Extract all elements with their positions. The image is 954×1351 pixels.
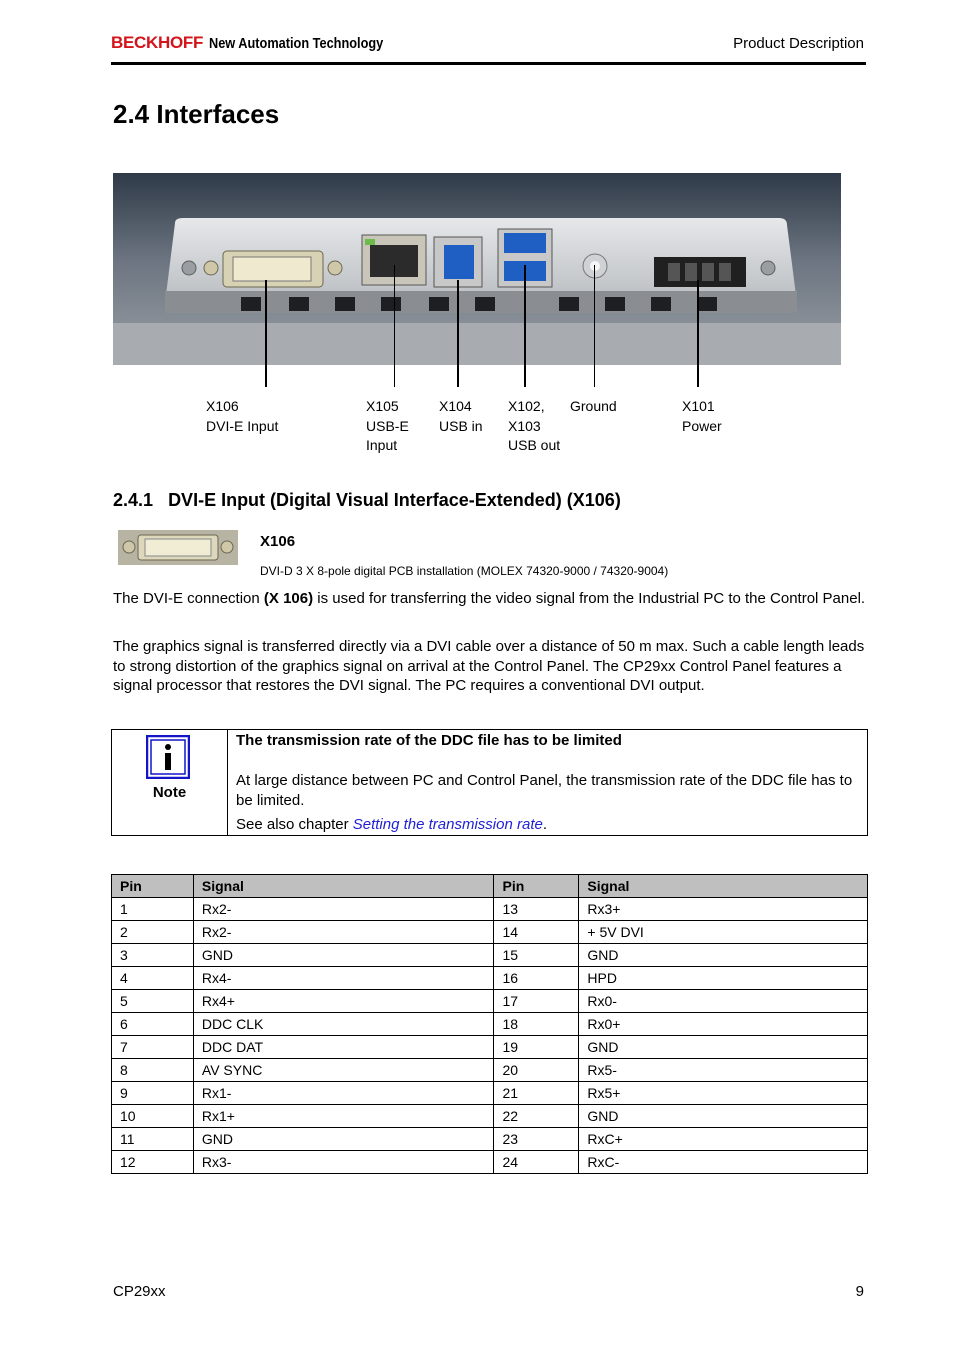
logo-tagline: New Automation Technology — [209, 35, 384, 52]
table-cell: 8 — [112, 1059, 194, 1082]
header-section-title: Product Description — [733, 35, 864, 52]
beckhoff-logo — [111, 33, 414, 54]
table-cell: 9 — [112, 1082, 194, 1105]
table-cell: DDC CLK — [193, 1013, 494, 1036]
table-cell: Rx4- — [193, 967, 494, 990]
callout-line-ground — [594, 265, 595, 387]
table-row — [112, 1059, 868, 1082]
table-cell: AV SYNC — [193, 1059, 494, 1082]
heading-title: Interfaces — [156, 99, 280, 129]
dvi-connector-thumbnail — [118, 530, 238, 565]
table-cell: Rx2- — [193, 898, 494, 921]
table-row — [112, 1151, 868, 1174]
callout-label-line: DVI-E Input — [206, 417, 279, 434]
callout-label-line: USB-E — [366, 417, 409, 434]
table-cell: Rx3- — [193, 1151, 494, 1174]
see-also-suffix: . — [542, 816, 548, 833]
device-interfaces-photo — [113, 173, 841, 365]
logo-brand: BECKHOFF — [111, 33, 204, 52]
connector-description: DVI-D 3 X 8-pole digital PCB installation (MOLEX 74320-9000 / 74320-9004) — [260, 564, 669, 578]
callout-label-line: X102, — [508, 398, 545, 414]
callout-label-line: USB in — [439, 417, 483, 434]
table-row — [112, 1105, 868, 1128]
paragraph-graphics-signal: The graphics signal is transferred directly via a DVI cable over a distance of 50 m max. Such a cable length leads to strong distortion of the graphics signal on arrival at the Control Panel. The CP29xx Control Panel features a signal processor that restores the DVI signal. The PC requires a conventional DVI output. — [113, 638, 865, 694]
table-row — [112, 1128, 868, 1151]
callout-line-x102 — [524, 265, 526, 387]
table-row — [112, 921, 868, 944]
page-heading — [113, 99, 279, 130]
callout-label-line: Power — [682, 417, 722, 434]
table-header-row — [112, 875, 868, 898]
table-cell: 1 — [112, 898, 194, 921]
note-text: At large distance between PC and Control Panel, the transmission rate of the DDC file has to be limited. — [236, 772, 853, 809]
para1-text-end: is used for transferring the video signal from the Industrial PC to the Control Panel. — [313, 590, 866, 607]
table-cell: GND — [193, 1128, 494, 1151]
page-number: 9 — [855, 1283, 864, 1300]
callout-line-x101 — [697, 280, 699, 387]
table-row — [112, 967, 868, 990]
table-cell: 12 — [112, 1151, 194, 1174]
table-cell: 7 — [112, 1036, 194, 1059]
table-cell: Rx5- — [579, 1059, 868, 1082]
table-row — [112, 944, 868, 967]
table-cell: 3 — [112, 944, 194, 967]
callout-x105 — [366, 397, 409, 456]
table-cell: 18 — [494, 1013, 579, 1036]
table-cell: Rx2- — [193, 921, 494, 944]
callout-label-line: USB out — [508, 437, 561, 453]
callout-line-x106 — [265, 280, 267, 387]
table-cell: 17 — [494, 990, 579, 1013]
table-row — [112, 1013, 868, 1036]
callout-label-line: Ground — [570, 398, 617, 414]
table-cell: 11 — [112, 1128, 194, 1151]
table-cell: 22 — [494, 1105, 579, 1128]
table-cell: + 5V DVI — [579, 921, 868, 944]
table-cell: 4 — [112, 967, 194, 990]
callout-label-line: X106 — [206, 398, 239, 414]
pin-assignment-table — [111, 874, 868, 1174]
table-cell: Rx3+ — [579, 898, 868, 921]
connector-name: X106 — [260, 533, 296, 550]
table-cell: GND — [579, 1105, 868, 1128]
see-also-prefix: See also chapter — [236, 816, 353, 833]
table-cell: Rx0- — [579, 990, 868, 1013]
table-cell: 16 — [494, 967, 579, 990]
callout-label-line: X105 — [366, 398, 399, 414]
table-cell: 20 — [494, 1059, 579, 1082]
table-cell: Rx5+ — [579, 1082, 868, 1105]
see-also-link[interactable]: Setting the transmission rate — [352, 816, 543, 833]
column-header: Pin — [112, 875, 194, 898]
table-row — [112, 1036, 868, 1059]
table-cell: 10 — [112, 1105, 194, 1128]
subsection-title: DVI-E Input (Digital Visual Interface-Extended) (X106) — [168, 490, 621, 510]
callout-line-x105 — [394, 265, 395, 387]
column-header: Signal — [193, 875, 494, 898]
table-cell: GND — [579, 1036, 868, 1059]
callout-x104 — [439, 397, 483, 436]
table-cell: HPD — [579, 967, 868, 990]
note-label: Note — [152, 784, 187, 801]
callout-line-x104 — [457, 280, 459, 387]
paragraph-dvi-connection — [113, 589, 868, 609]
table-cell: DDC DAT — [193, 1036, 494, 1059]
para1-text: The DVI-E connection — [113, 590, 264, 607]
table-cell: 2 — [112, 921, 194, 944]
table-cell: 5 — [112, 990, 194, 1013]
note-box — [111, 729, 868, 836]
subsection-number: 2.4.1 — [113, 490, 154, 510]
table-cell: GND — [193, 944, 494, 967]
callout-label-line: X101 — [682, 398, 715, 414]
footer-product: CP29xx — [113, 1283, 166, 1300]
column-header: Signal — [579, 875, 868, 898]
table-cell: 24 — [494, 1151, 579, 1174]
table-cell: GND — [579, 944, 868, 967]
table-cell: Rx0+ — [579, 1013, 868, 1036]
info-icon — [146, 735, 190, 779]
subsection-heading — [113, 490, 621, 511]
callout-x101 — [682, 397, 722, 436]
table-row — [112, 1082, 868, 1105]
table-row — [112, 990, 868, 1013]
callout-ground — [570, 397, 617, 417]
callout-label-line: X104 — [439, 398, 472, 414]
note-divider — [227, 730, 228, 835]
table-cell: 21 — [494, 1082, 579, 1105]
table-cell: 14 — [494, 921, 579, 944]
table-row — [112, 898, 868, 921]
table-cell: Rx4+ — [193, 990, 494, 1013]
table-body — [112, 898, 868, 1174]
table-cell: 6 — [112, 1013, 194, 1036]
table-cell: 15 — [494, 944, 579, 967]
table-cell: RxC+ — [579, 1128, 868, 1151]
callout-label-line: Input — [366, 437, 398, 453]
table-cell: Rx1+ — [193, 1105, 494, 1128]
table-cell: 19 — [494, 1036, 579, 1059]
note-see-also — [236, 815, 856, 835]
column-header: Pin — [494, 875, 579, 898]
table-cell: Rx1- — [193, 1082, 494, 1105]
heading-number: 2.4 — [113, 99, 150, 129]
callout-x106 — [206, 397, 278, 436]
table-cell: 13 — [494, 898, 579, 921]
para1-bold: (X 106) — [263, 590, 314, 607]
callout-x102 — [508, 397, 560, 456]
table-cell: RxC- — [579, 1151, 868, 1174]
callout-label-line: X103 — [508, 417, 541, 434]
table-cell: 23 — [494, 1128, 579, 1151]
note-title: The transmission rate of the DDC file has to be limited — [236, 732, 622, 749]
header-rule — [111, 62, 866, 65]
